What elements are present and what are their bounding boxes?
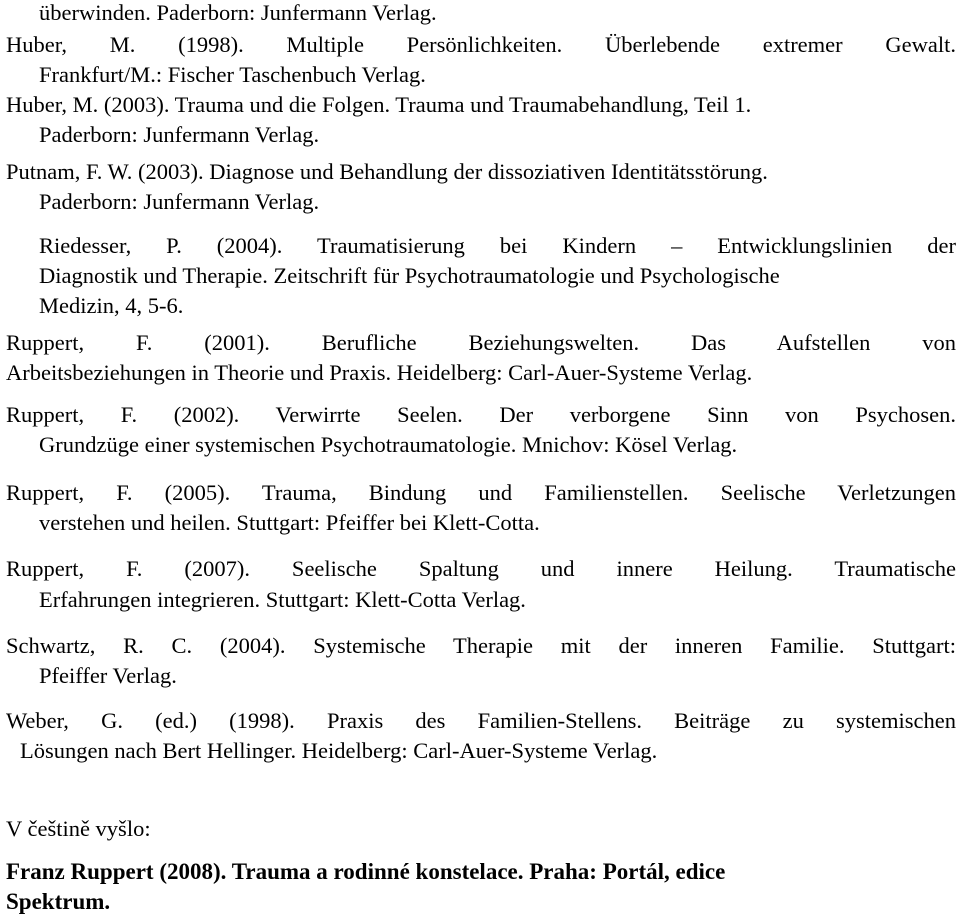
czech-reference-line: Spektrum. [6,889,111,914]
reference-line: Erfahrungen integrieren. Stuttgart: Klett-Cotta Verlag. [39,587,526,612]
reference-line: Pfeiffer Verlag. [39,663,177,688]
reference-line: Huber, M. (2003). Trauma und die Folgen. Trauma und Traumabehandlung, Teil 1. [6,92,752,117]
reference-line: Paderborn: Junfermann Verlag. [39,189,320,214]
section-heading: V češtině vyšlo: [6,816,151,841]
reference-line: Putnam, F. W. (2003). Diagnose und Behandlung der dissoziativen Identitätsstörung. [6,159,768,184]
reference-line: Grundzüge einer systemischen Psychotraumatologie. Mnichov: Kösel Verlag. [39,432,738,457]
reference-line: verstehen und heilen. Stuttgart: Pfeiffer bei Klett-Cotta. [39,510,540,535]
reference-line: Schwartz, R. C. (2004). Systemische Therapie mit der inneren Familie. Stuttgart: [6,633,956,658]
reference-line: Paderborn: Junfermann Verlag. [39,122,320,147]
reference-line: Ruppert, F. (2007). Seelische Spaltung und innere Heilung. Traumatische [6,556,956,581]
reference-line: Huber, M. (1998). Multiple Persönlichkeiten. Überlebende extremer Gewalt. [6,32,956,57]
reference-line: Diagnostik und Therapie. Zeitschrift für Psychotraumatologie und Psychologische [39,263,780,288]
reference-line: überwinden. Paderborn: Junfermann Verlag. [39,0,437,25]
reference-line: Ruppert, F. (2005). Trauma, Bindung und Familienstellen. Seelische Verletzungen [6,480,956,505]
reference-line: Medizin, 4, 5-6. [39,293,184,318]
reference-line: Frankfurt/M.: Fischer Taschenbuch Verlag. [39,62,426,87]
czech-reference-line: Franz Ruppert (2008). Trauma a rodinné konstelace. Praha: Portál, edice [6,859,726,884]
reference-line: Lösungen nach Bert Hellinger. Heidelberg: Carl-Auer-Systeme Verlag. [20,738,658,763]
reference-line: Arbeitsbeziehungen in Theorie und Praxis. Heidelberg: Carl-Auer-Systeme Verlag. [6,360,753,385]
reference-line: Weber, G. (ed.) (1998). Praxis des Familien-Stellens. Beiträge zu systemischen [6,708,956,733]
reference-line: Riedesser, P. (2004). Traumatisierung bei Kindern – Entwicklungslinien der [39,233,956,258]
reference-line: Ruppert, F. (2002). Verwirrte Seelen. Der verborgene Sinn von Psychosen. [6,402,956,427]
reference-line: Ruppert, F. (2001). Berufliche Beziehungswelten. Das Aufstellen von [6,330,956,355]
